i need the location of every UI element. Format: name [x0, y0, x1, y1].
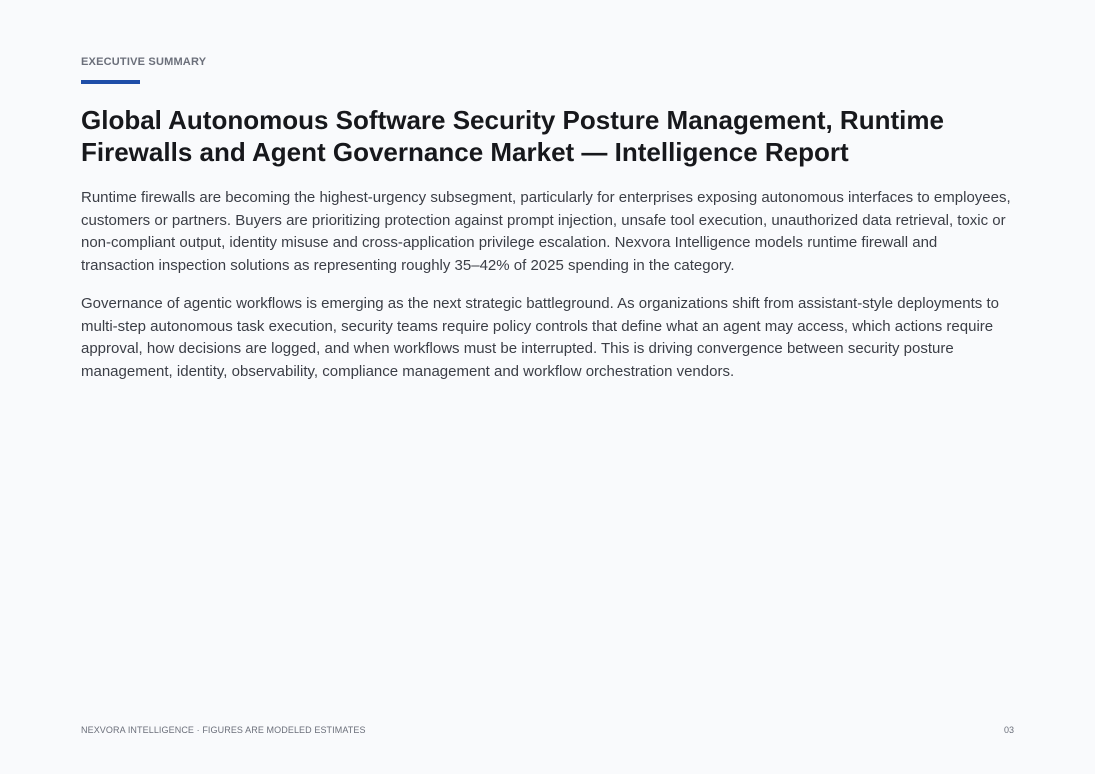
body-paragraph-1: Runtime firewalls are becoming the highest-urgency subsegment, particularly for enterprises exposing autonomous interfaces to employees, customers or partners. Buyers are prioritizing protection against prompt injection, unsafe tool execution, unauthorized data retrieval, toxic or non-compliant output, identity misuse and cross-application privilege escalation. Nexvora Intelligence models runtime firewall and transaction inspection solutions as representing roughly 35–42% of 2025 spending in the category. — [81, 189, 1011, 274]
accent-bar — [81, 80, 140, 84]
report-page — [81, 0, 1014, 774]
page-number: 03 — [1003, 725, 1014, 735]
section-label: EXECUTIVE SUMMARY — [81, 56, 207, 68]
page-title: Global Autonomous Software Security Posture Management, Runtime Firewalls and Agent Governance Market — Intelligence Report — [81, 105, 944, 167]
footer-note: NEXVORA INTELLIGENCE · FIGURES ARE MODELED ESTIMATES — [81, 725, 366, 735]
body-paragraph-2: Governance of agentic workflows is emerging as the next strategic battleground. As organizations shift from assistant-style deployments to multi-step autonomous task execution, security teams require policy controls that define what an agent may access, which actions require approval, how decisions are logged, and when workflows must be interrupted. This is driving convergence between security posture management, identity, observability, compliance management and workflow orchestration vendors. — [81, 295, 999, 380]
